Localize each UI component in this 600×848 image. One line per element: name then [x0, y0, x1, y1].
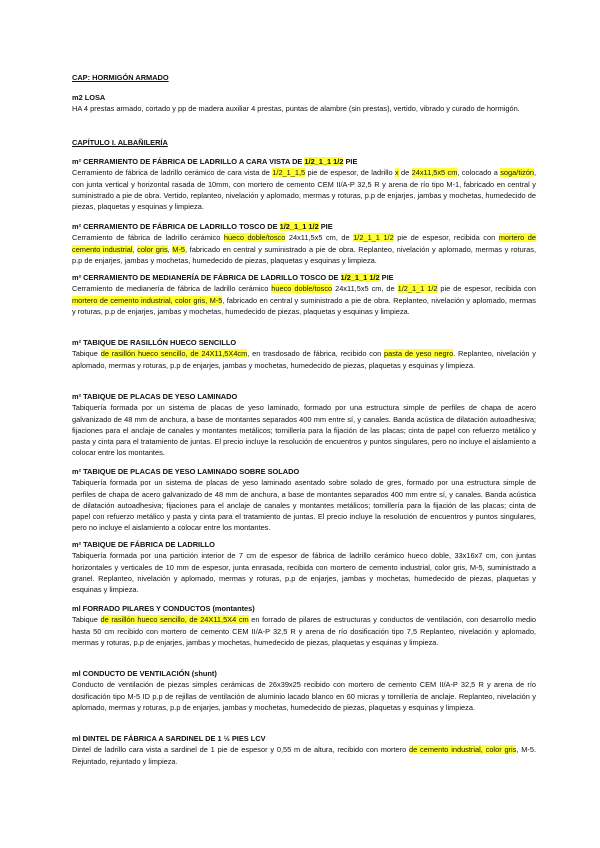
text-segment: m² CERRAMIENTO DE FÁBRICA DE LADRILLO A CARA VISTA DE	[72, 157, 305, 166]
text-segment: Cerramiento de fábrica de ladrillo cerámico de cara vista de	[72, 168, 273, 178]
highlighted-text: x	[394, 168, 399, 178]
highlighted-text: hueco doble/tosco	[271, 284, 333, 294]
item-title	[72, 156, 536, 167]
highlighted-text: de rasillón hueco sencillo, de 24X11,5X4 cm	[100, 615, 249, 625]
text-segment: m² TABIQUE DE PLACAS DE YESO LAMINADO SOBRE SOLADO	[72, 467, 300, 476]
text-segment: m² CERRAMIENTO DE MEDIANERÍA DE FÁBRICA DE LADRILLO TOSCO DE	[72, 273, 341, 282]
item-body	[72, 477, 536, 533]
text-segment: pie de espesor, recibida con	[393, 233, 499, 243]
item-title	[72, 668, 536, 679]
losa-title: m2 LOSA	[72, 93, 106, 102]
highlighted-text: 1/2_1_1 1/2	[353, 233, 394, 243]
chapter-title-albanileria: CAPÍTULO I. ALBAÑILERÍA	[72, 138, 168, 147]
text-segment: , fabricado en central y suministrado a pie de obra. Replanteo, nivelación y aplomado, mermas y roturas, p.p de enjarjes, jambas y mochetas, humedecido de piezas, plaquetas y esquinas y limpieza.	[72, 244, 537, 265]
item-title	[72, 603, 536, 614]
text-segment: ,	[132, 244, 138, 254]
text-segment: , con junta vertical y horizontal rasada de 10mm, con mortero de cemento CEM II/A-P 32,5 R y arena de río tipo M-1, fabricado en central y suministrado a pie de obra. Vertido, replanteo, nivelación y aplomado, mermas y roturas, p.p de enjarjes, jambas y mochetas, humedecido de piezas, plaquetas y esquinas y limpieza.	[72, 168, 536, 212]
text-segment: PIE	[379, 273, 394, 282]
item-title	[72, 272, 536, 283]
item-6	[72, 539, 536, 595]
highlighted-text: 1/2_1_1 1/2	[304, 157, 344, 166]
text-segment: Dintel de ladrillo cara vista a sardinel de 1 pie de espesor y 0,55 m de altura, recibido con mortero	[72, 745, 410, 755]
highlighted-text: 1/2_1_1,5	[272, 168, 306, 178]
text-segment: m² TABIQUE DE FÁBRICA DE LADRILLO	[72, 540, 215, 549]
text-segment: en forrado de pilares de estructuras y conductos de ventilación, con desarrollo medio hasta 50 cm recibido con mortero de cemento CEM II/A-P 32,5 R y arena de río dosificación tipo 7,5 Replanteo, nivelación y aplomado, mermas y roturas, p.p de enjarjes, jambas y mochetas, humedecido de piezas, plaquetas y esquinas y limpieza.	[72, 615, 536, 647]
highlighted-text: de cemento industrial, color gris	[409, 745, 517, 755]
item-title	[72, 466, 536, 477]
chapter-header-hormigon: CAP: HORMIGÓN ARMADO	[72, 73, 169, 82]
item-7	[72, 603, 536, 648]
highlighted-text: M-5	[172, 244, 186, 254]
text-segment: Tabiquería formada por un sistema de placas de yeso laminado asentado sobre solado de gres, formado por una estructura simple de perfiles de chapa de acero galvanizado de 48 mm de anchura, a base de montantes separados 400 mm entre sí, y canales. Banda acústica de dilatación autoadhesiva; fijaciones para el anclaje de canales y montantes metálicos; tornillería para la fijación de las placas; cinta de papel con refuerzo metálico y pasta y cinta para el tratamiento de juntas. El precio incluye la resolución de encuentros y puntos singulares, pero no incluye el aislamiento a colocar entre los montantes.	[72, 478, 536, 533]
losa-body: HA 4 prestas armado, cortado y pp de madera auxiliar 4 prestas, puntas de alambre (sin prestas), vertido, vibrado y curado de hormigón.	[72, 104, 520, 114]
item-body	[72, 614, 536, 648]
item-body	[72, 402, 536, 458]
item-1	[72, 221, 536, 266]
text-segment: m² CERRAMIENTO DE FÁBRICA DE LADRILLO TOSCO DE	[72, 222, 280, 231]
item-8	[72, 668, 536, 713]
item-5	[72, 466, 536, 534]
text-segment: Tabique	[72, 615, 101, 625]
highlighted-text: pasta de yeso negro	[383, 349, 454, 359]
highlighted-text: soga/tizón	[500, 168, 534, 178]
text-segment: ml FORRADO PILARES Y CONDUCTOS (montantes)	[72, 604, 255, 613]
item-body	[72, 744, 536, 767]
text-segment: PIE	[318, 222, 333, 231]
item-9	[72, 733, 536, 767]
text-segment: , en trasdosado de fábrica, recibido con	[247, 349, 384, 359]
text-segment: , M-5. Rejuntado, rejuntado y limpieza.	[72, 745, 537, 766]
text-segment: Conducto de ventilación de piezas simples cerámicas de 26x39x25 recibido con mortero de cemento CEM II/A-P 32,5 R y arena de río dosificación tipo M-5 ID p.p de rejillas de ventilación de aluminio lacado blanco en 60 micras y tornillería de anclaje. Replanteo, nivelación y aplomado, mermas y roturas, p.p de enjarjes, jambas y mochetas, humedecido de piezas, plaquetas y esquinas y limpieza.	[72, 680, 536, 712]
text-segment: 24x11,5x5 cm, de	[332, 284, 398, 294]
item-body	[72, 167, 536, 212]
highlighted-text: 1/2_1_1 1/2	[340, 273, 380, 282]
text-segment: PIE	[343, 157, 358, 166]
highlighted-text: mortero de cemento industrial, color gris, M-5	[72, 295, 223, 305]
highlighted-text: 24x11,5x5 cm	[411, 168, 458, 178]
item-4	[72, 391, 536, 459]
text-segment: pie de espesor, recibida con	[437, 284, 536, 294]
item-title	[72, 391, 536, 402]
text-segment: ml DINTEL DE FÁBRICA A SARDINEL DE 1 ½ PIES LCV	[72, 734, 266, 743]
text-segment: m² TABIQUE DE RASILLÓN HUECO SENCILLO	[72, 338, 237, 347]
item-2	[72, 272, 536, 317]
text-segment: Cerramiento de fábrica de ladrillo cerámico	[72, 233, 224, 243]
text-segment: ,	[167, 244, 173, 254]
item-title	[72, 733, 536, 744]
item-3	[72, 337, 536, 371]
text-segment: 24x11,5x5 cm, de	[285, 233, 354, 243]
text-segment: de	[398, 168, 412, 178]
text-segment: Tabique	[72, 349, 101, 359]
text-segment: Cerramiento de medianería de fábrica de ladrillo cerámico	[72, 284, 272, 294]
highlighted-text: mortero de cemento industrial	[72, 233, 536, 254]
item-body	[72, 232, 536, 266]
text-segment: . Replanteo, nivelación y aplomado, mermas y roturas, p.p de enjarjes, jambas y mochetas, humedecido de piezas, plaquetas y esquinas y limpieza.	[72, 349, 536, 370]
item-title	[72, 337, 536, 348]
text-segment: Tabiquería formada por un sistema de placas de yeso laminado, formado por una estructura simple de perfiles de chapa de acero galvanizado de 48 mm de anchura, a base de montantes separados 400 mm entre sí, y canales. Banda acústica de dilatación autoadhesiva; fijaciones para el anclaje de canales y montantes metálicos; tornillería para la fijación de las placas; cinta de papel con refuerzo metálico y pasta y cinta para el tratamiento de juntas. El precio incluye la resolución de encuentros y puntos singulares, pero no incluye el aislamiento a colocar entre los montantes.	[72, 403, 536, 458]
item-body	[72, 283, 536, 317]
text-segment: , colocado a	[457, 168, 501, 178]
item-0	[72, 156, 536, 212]
section-losa	[72, 92, 536, 115]
item-body	[72, 348, 536, 371]
text-segment: Tabiquería formada por una partición interior de 7 cm de espesor de fábrica de ladrillo cerámico hueco doble, 33x16x7 cm, con juntas horizontales y verticales de 10 mm de espesor, junta enrasada, recibida con mortero de cemento industrial, color gris, M-5, suministrado a granel. Replanteo, nivelación y aplomado, mermas y roturas, p.p de enjarjes, jambas y mochetas, humedecido de piezas, plaquetas y esquinas y limpieza.	[72, 551, 536, 595]
highlighted-text: hueco doble/tosco	[223, 233, 286, 243]
item-title	[72, 539, 536, 550]
highlighted-text: de rasillón hueco sencillo, de 24X11,5X4cm	[100, 349, 248, 359]
highlighted-text: color gris	[137, 244, 168, 254]
text-segment: m² TABIQUE DE PLACAS DE YESO LAMINADO	[72, 392, 238, 401]
highlighted-text: 1/2_1_1 1/2	[397, 284, 438, 294]
highlighted-text: 1/2_1_1 1/2	[279, 222, 319, 231]
item-body	[72, 679, 536, 713]
text-segment: pie de espesor, de ladrillo	[305, 168, 395, 178]
item-body	[72, 550, 536, 595]
text-segment: ml CONDUCTO DE VENTILACIÓN (shunt)	[72, 669, 217, 678]
item-title	[72, 221, 536, 232]
text-segment: , fabricado en central y suministrado a pie de obra. Replanteo, nivelación y aplomado, mermas y roturas, p.p de enjarjes, jambas y mochetas, humedecido de piezas, plaquetas y esquinas y limpieza.	[72, 295, 536, 316]
